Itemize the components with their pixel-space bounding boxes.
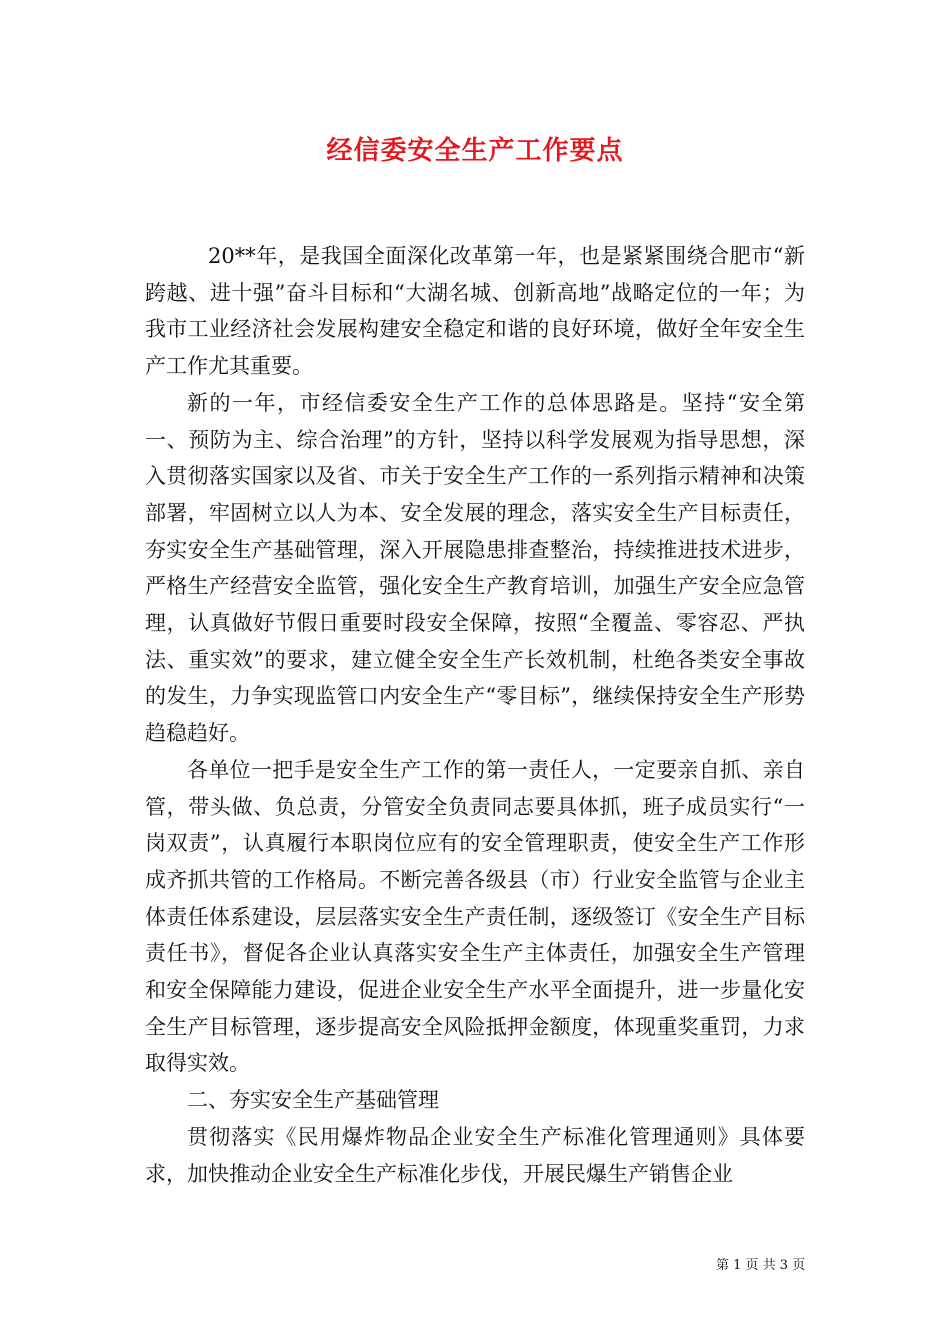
paragraph-standardization: 贯彻落实《民用爆炸物品企业安全生产标准化管理通则》具体要求，加快推动企业安全生产标准化步伐，开展民爆生产销售企业 (145, 1124, 805, 1186)
page-indicator: 第 1 页 共 3 页 (716, 1258, 806, 1273)
paragraph-overall-approach: 新的一年，市经信委安全生产工作的总体思路是。坚持“安全第一、预防为主、综合治理”的方针，坚持以科学发展观为指导思想，深入贯彻落实国家以及省、市关于安全生产工作的一系列指示精神和决策部署，牢固树立以人为本、安全发展的理念，落实安全生产目标责任，夯实安全生产基础管理，深入开展隐患排查整治，持续推进技术进步，严格生产经营安全监管，强化安全生产教育培训，加强生产安全应急管理，认真做好节假日重要时段安全保障，按照“全覆盖、零容忍、严执法、重实效”的要求，建立健全安全生产长效机制，杜绝各类安全事故的发生，力争实现监管口内安全生产“零目标”，继续保持安全生产形势趋稳趋好。 (145, 390, 805, 746)
paragraph-responsibility: 各单位一把手是安全生产工作的第一责任人，一定要亲自抓、亲自管，带头做、负总责，分管安全负责同志要具体抓，班子成员实行“一岗双责”，认真履行本职岗位应有的安全管理职责，使安全生产工作形成齐抓共管的工作格局。不断完善各级县（市）行业安全监管与企业主体责任体系建设，层层落实安全生产责任制，逐级签订《安全生产目标责任书》，督促各企业认真落实安全生产主体责任，加强安全生产管理和安全保障能力建设，促进企业安全生产水平全面提升，进一步量化安全生产目标管理，逐步提高安全风险抵押金额度，体现重奖重罚，力求取得实效。 (145, 757, 805, 1076)
document-title: 经信委安全生产工作要点 (326, 136, 624, 166)
section-heading-basic-management: 二、夯实安全生产基础管理 (187, 1088, 439, 1113)
paragraph-intro: 20**年，是我国全面深化改革第一年，也是紧紧围绕合肥市“新跨越、进十强”奋斗目标和“大湖名城、创新高地”战略定位的一年；为我市工业经济社会发展构建安全稳定和谐的良好环境，做好全年安全生产工作尤其重要。 (145, 244, 805, 379)
document-body (145, 238, 805, 1192)
